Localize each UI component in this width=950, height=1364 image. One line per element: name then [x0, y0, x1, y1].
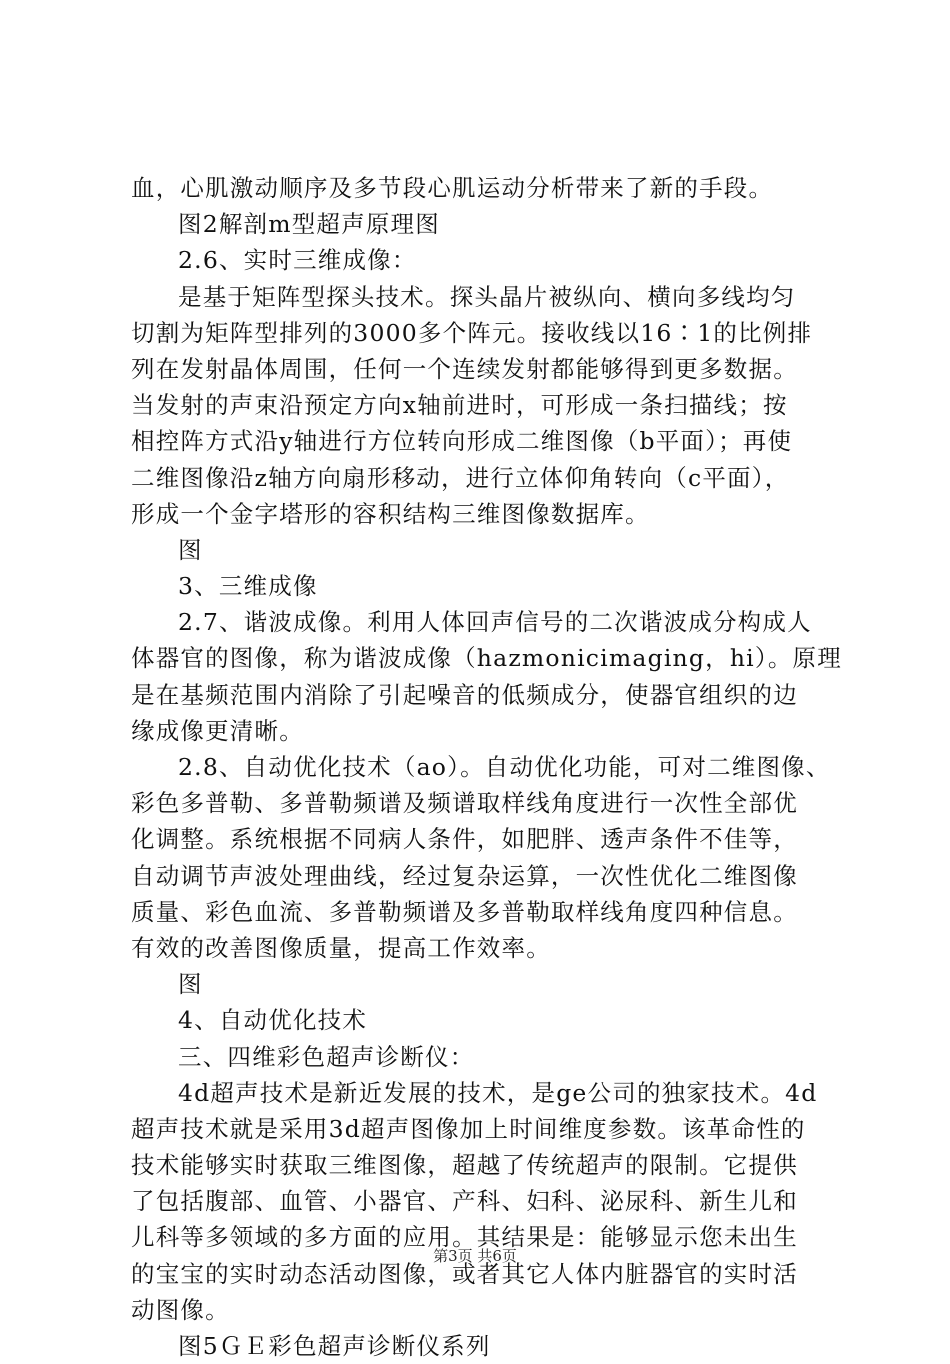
text-line: 超声技术就是采用3d超声图像加上时间维度参数。该革命性的 [131, 1114, 806, 1143]
section-heading: 2.6、实时三维成像： [178, 246, 417, 275]
text-line: 形成一个金字塔形的容积结构三维图像数据库。 [131, 499, 650, 528]
text-line: 体器官的图像，称为谐波成像（hazmonicimaging，hi）。原理 [131, 644, 842, 673]
text-line: 当发射的声束沿预定方向x轴前进时，可形成一条扫描线；按 [131, 391, 788, 420]
figure-caption: 4、自动优化技术 [178, 1006, 368, 1035]
figure-caption: 3、三维成像 [178, 572, 318, 601]
text-line: 4d超声技术是新近发展的技术，是ge公司的独家技术。4d [178, 1078, 818, 1107]
text-line: 缘成像更清晰。 [131, 716, 304, 745]
page-number: 第3页 共6页 [433, 1247, 517, 1265]
text-line: 切割为矩阵型排列的3000多个阵元。接收线以16∶1的比例排 [131, 318, 813, 347]
document-body [131, 170, 851, 1364]
section-heading: 三、四维彩色超声诊断仪： [178, 1042, 475, 1071]
text-line: 二维图像沿z轴方向扇形移动，进行立体仰角转向（c平面）， [131, 463, 790, 492]
text-line: 了包括腹部、血管、小器官、产科、妇科、泌尿科、新生儿和 [131, 1187, 798, 1216]
text-line: 质量、彩色血流、多普勒频谱及多普勒取样线角度四种信息。 [131, 897, 798, 926]
text-line: 的宝宝的实时动态活动图像，或者其它人体内脏器官的实时活 [131, 1259, 798, 1288]
text-line: 彩色多普勒、多普勒频谱及频谱取样线角度进行一次性全部优 [131, 789, 798, 818]
figure-caption: 图 [178, 970, 203, 999]
text-line: 是基于矩阵型探头技术。探头晶片被纵向、横向多线均匀 [178, 282, 796, 311]
figure-caption: 图 [178, 535, 203, 564]
text-line: 有效的改善图像质量，提高工作效率。 [131, 933, 551, 962]
text-line: 化调整。系统根据不同病人条件，如肥胖、透声条件不佳等， [131, 825, 798, 854]
text-line: 儿科等多领域的多方面的应用。其结果是：能够显示您未出生 [131, 1223, 798, 1252]
text-line: 动图像。 [131, 1295, 230, 1324]
text-line: 是在基频范围内消除了引起噪音的低频成分，使器官组织的边 [131, 680, 798, 709]
figure-caption: 图2解剖m型超声原理图 [178, 210, 440, 239]
text-line: 列在发射晶体周围，任何一个连续发射都能够得到更多数据。 [131, 354, 798, 383]
text-line: 自动调节声波处理曲线，经过复杂运算，一次性优化二维图像 [131, 861, 798, 890]
text-line: 相控阵方式沿y轴进行方位转向形成二维图像（b平面）；再使 [131, 427, 793, 456]
text-line: 技术能够实时获取三维图像，超越了传统超声的限制。它提供 [131, 1151, 798, 1180]
figure-caption: 图5ＧＥ彩色超声诊断仪系列 [178, 1332, 491, 1360]
text-line: 血，心肌激动顺序及多节段心肌运动分析带来了新的手段。 [131, 174, 774, 202]
text-line: 2.8、自动优化技术（ao）。自动优化功能，可对二维图像、 [178, 753, 831, 781]
text-line: 2.7、谐波成像。利用人体回声信号的二次谐波成分构成人 [178, 608, 812, 637]
